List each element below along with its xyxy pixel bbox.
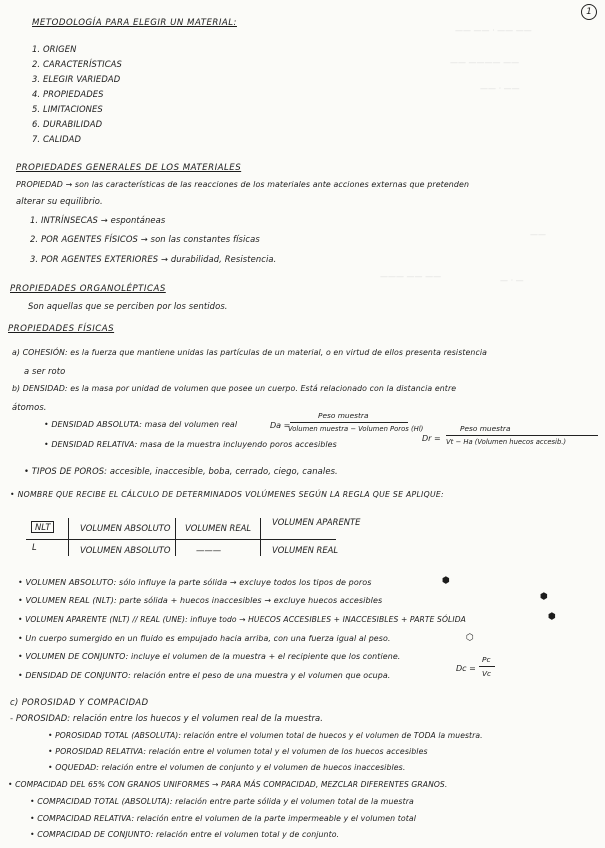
table-cell: VOLUMEN ABSOLUTO — [80, 545, 171, 555]
volume-definition: • Un cuerpo sumergido en un fluido es empujado hacia arriba, con una fuerza igual al peso. — [18, 634, 391, 643]
relative-density-numerator: Peso muestra — [460, 424, 511, 433]
porosity-item: • POROSIDAD TOTAL (ABSOLUTA): relación entre el volumen total de huecos y el volumen de TODA la muestra. — [48, 731, 483, 740]
fraction-bar — [479, 666, 495, 667]
bleed-through-line: —— · —— — [480, 84, 520, 93]
absolute-density-lhs: Da = — [270, 421, 291, 430]
bleed-through-line: — · — — [500, 276, 524, 285]
volume-definition: • VOLUMEN REAL (NLT): parte sólida + huecos inaccesibles → excluye huecos accesibles — [18, 596, 383, 605]
method-step: 3. ELEGIR VARIEDAD — [32, 74, 121, 84]
conjunto-density-numerator: Pc — [482, 655, 491, 664]
general-item: 1. INTRÍNSECAS → espontáneas — [30, 215, 166, 225]
table-cell: ——— — [196, 545, 222, 555]
method-step: 7. CALIDAD — [32, 134, 81, 144]
porosity-item: • COMPACIDAD RELATIVA: relación entre el volumen de la parte impermeable y el volumen total — [30, 814, 417, 823]
method-step: 5. LIMITACIONES — [32, 104, 103, 114]
volume-definition: • DENSIDAD DE CONJUNTO: relación entre el peso de una muestra y el volumen que ocupa. — [18, 671, 391, 680]
porosity-item: • COMPACIDAD DEL 65% CON GRANOS UNIFORMES → PARA MÁS COMPACIDAD, MEZCLAR DIFERENTES GRANOS. — [8, 780, 448, 789]
definition-line: alterar su equilibrio. — [16, 196, 103, 206]
density-line: b) DENSIDAD: es la masa por unidad de volumen que posee un cuerpo. Está relacionado con la distancia entre — [12, 384, 457, 393]
general-item: 3. POR AGENTES EXTERIORES → durabilidad, Resistencia. — [30, 254, 277, 264]
relative-density-lhs: Dr = — [422, 434, 441, 443]
section-heading-organoleptic: PROPIEDADES ORGANOLÉPTICAS — [10, 284, 166, 294]
bleed-through-line: ——— —— —— — [380, 272, 442, 281]
section-heading-general: PROPIEDADES GENERALES DE LOS MATERIALES — [16, 163, 242, 173]
pore-types: • TIPOS DE POROS: accesible, inaccesible, boba, cerrado, ciego, canales. — [24, 466, 338, 476]
table-cell: VOLUMEN ABSOLUTO — [80, 523, 171, 533]
definition-line: PROPIEDAD → son las características de las reacciones de los materiales ante acciones externas que pretenden — [16, 180, 470, 189]
conjunto-density-denominator: Vc — [482, 669, 492, 678]
cohesion-line: a) COHESIÓN: es la fuerza que mantiene unidas las partículas de un material, o en virtud de ellos presenta resistencia — [12, 348, 487, 357]
table-column-divider — [68, 518, 69, 556]
absolute-density-label: • DENSIDAD ABSOLUTA: masa del volumen real — [44, 420, 238, 429]
density-line: átomos. — [12, 402, 47, 412]
rule-une-label: L — [32, 542, 37, 552]
page-number: 1 — [581, 4, 597, 20]
method-step: 4. PROPIEDADES — [32, 89, 104, 99]
bleed-through-line: —— ———— —— — [450, 58, 520, 67]
conjunto-density-lhs: Dc = — [456, 664, 476, 673]
volume-definition: • VOLUMEN APARENTE (NLT) // REAL (UNE): influye todo → HUECOS ACCESIBLES + INACCESIBLES + PARTE SÓLIDA — [18, 615, 466, 624]
bleed-through-line: —— — [530, 230, 546, 239]
volume-definition: • VOLUMEN DE CONJUNTO: incluye el volumen de la muestra + el recipiente que los contiene. — [18, 652, 401, 661]
absolute-density-denominator: Volumen muestra − Volumen Poros (Hl) — [288, 425, 424, 433]
rock-sketch-icon: ⬡ — [466, 633, 474, 643]
table-column-divider — [260, 518, 261, 556]
cohesion-line: a ser roto — [24, 366, 66, 376]
table-cell: VOLUMEN APARENTE — [272, 517, 361, 527]
porosity-heading: c) POROSIDAD Y COMPACIDAD — [10, 697, 149, 707]
absolute-density-numerator: Peso muestra — [318, 411, 369, 420]
volumes-heading: • NOMBRE QUE RECIBE EL CÁLCULO DE DETERMINADOS VOLÚMENES SEGÚN LA REGLA QUE SE APLIQUE: — [10, 490, 444, 499]
rock-sketch-icon: ⬢ — [442, 576, 450, 586]
method-step: 2. CARACTERÍSTICAS — [32, 59, 122, 69]
table-column-divider — [175, 518, 176, 556]
table-cell: VOLUMEN REAL — [272, 545, 339, 555]
organoleptic-text: Son aquellas que se perciben por los sentidos. — [28, 301, 228, 311]
rule-nlt-label: NLT — [31, 521, 54, 533]
method-step: 6. DURABILIDAD — [32, 119, 103, 129]
method-step: 1. ORIGEN — [32, 44, 77, 54]
relative-density-label: • DENSIDAD RELATIVA: masa de la muestra incluyendo poros accesibles — [44, 440, 337, 449]
page-title: METODOLOGÍA PARA ELEGIR UN MATERIAL: — [32, 18, 237, 28]
rock-sketch-icon: ⬢ — [548, 612, 556, 622]
porosity-definition: - POROSIDAD: relación entre los huecos y el volumen real de la muestra. — [10, 713, 324, 723]
porosity-item: • COMPACIDAD TOTAL (ABSOLUTA): relación entre parte sólida y el volumen total de la muestra — [30, 797, 414, 806]
porosity-item: • OQUEDAD: relación entre el volumen de conjunto y el volumen de huecos inaccesibles. — [48, 763, 406, 772]
relative-density-denominator: Vt − Ha (Volumen huecos accesib.) — [446, 438, 567, 446]
volume-definition: • VOLUMEN ABSOLUTO: sólo influye la parte sólida → excluye todos los tipos de poros — [18, 578, 372, 587]
fraction-bar — [290, 422, 408, 423]
bleed-through-line: —— —— · —— —— — [455, 26, 532, 35]
section-heading-physical: PROPIEDADES FÍSICAS — [8, 324, 115, 334]
porosity-item: • POROSIDAD RELATIVA: relación entre el volumen total y el volumen de los huecos accesibles — [48, 747, 428, 756]
fraction-bar — [446, 435, 598, 436]
general-item: 2. POR AGENTES FÍSICOS → son las constantes físicas — [30, 234, 260, 244]
table-cell: VOLUMEN REAL — [185, 523, 252, 533]
table-row-divider — [26, 539, 336, 540]
porosity-item: • COMPACIDAD DE CONJUNTO: relación entre el volumen total y de conjunto. — [30, 830, 340, 839]
rock-sketch-icon: ⬢ — [540, 592, 548, 602]
